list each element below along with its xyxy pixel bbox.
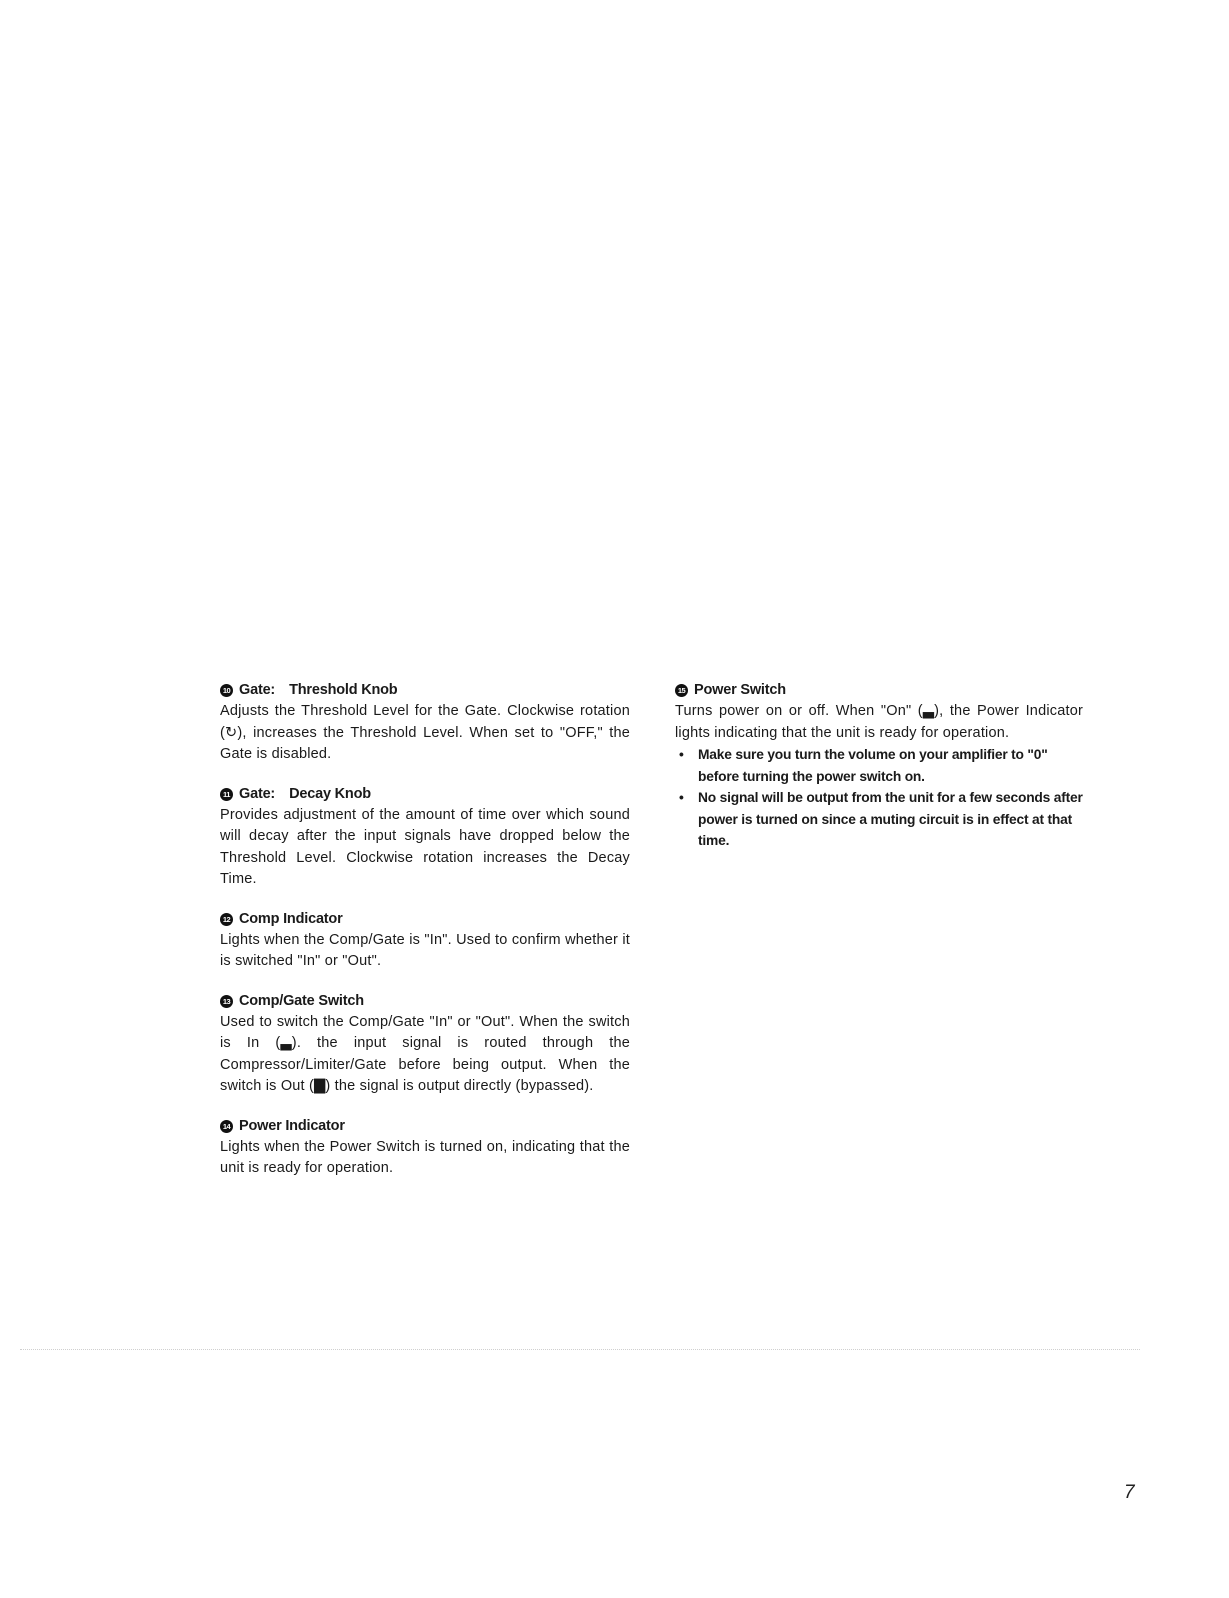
item-number-badge: 15: [675, 684, 688, 697]
caution-notes: [675, 744, 1083, 852]
heading-category: Gate:: [239, 785, 276, 802]
section-heading: [220, 1116, 630, 1137]
section-power-indicator: [220, 1116, 630, 1180]
section-body: Turns power on or off. When "On" (▃), the Power Indicator lights indicating that the unit is ready for operation.: [675, 703, 1083, 741]
caution-note: [675, 787, 1083, 852]
page-number: 7: [1124, 1482, 1135, 1503]
caution-note: [675, 744, 1083, 787]
section-body: Provides adjustment of the amount of time over which sound will decay after the input signals have dropped below the Threshold Level. Clockwise rotation increases the Decay Time.: [220, 806, 630, 887]
section-heading: [220, 784, 630, 805]
section-heading: [220, 680, 630, 701]
section-comp-gate-switch: [220, 991, 630, 1098]
heading-title: Decay Knob: [289, 785, 371, 802]
section-heading: [220, 991, 630, 1012]
item-number-badge: 12: [220, 913, 233, 926]
scan-artifact-divider: [20, 1349, 1140, 1350]
section-heading: [675, 680, 1083, 701]
bullet-icon: •: [679, 747, 684, 762]
item-number-badge: 11: [220, 788, 233, 801]
heading-category: Gate:: [239, 682, 276, 698]
section-comp-indicator: [220, 909, 630, 973]
item-number-badge: 14: [220, 1120, 233, 1133]
heading-title: Power Indicator: [239, 1117, 345, 1134]
section-heading: [220, 909, 630, 930]
heading-title: Power Switch: [694, 682, 786, 698]
section-body: Adjusts the Threshold Level for the Gate. Clockwise rotation (↻), increases the Threshold Level. When set to "OFF," the Gate is disabled.: [220, 703, 630, 762]
heading-title: Comp Indicator: [239, 910, 343, 927]
section-gate-decay-knob: [220, 784, 630, 891]
section-body: Used to switch the Comp/Gate "In" or "Out". When the switch is In (▃). the input signal is routed through the Compressor/Limiter/Gate before being output. When the switch is Out (▇) the signal is output directly (bypassed).: [220, 1013, 630, 1094]
bullet-icon: •: [679, 790, 684, 805]
heading-title: Threshold Knob: [289, 682, 398, 698]
heading-title: Comp/Gate Switch: [239, 992, 364, 1009]
caution-note-text: No signal will be output from the unit for a few seconds after power is turned on since a muting circuit is in effect at that time.: [698, 790, 1083, 848]
section-gate-threshold-knob: [220, 680, 630, 766]
section-body: Lights when the Comp/Gate is "In". Used to confirm whether it is switched "In" or "Out".: [220, 931, 630, 969]
item-number-badge: 13: [220, 995, 233, 1008]
caution-note-text: Make sure you turn the volume on your amplifier to "0" before turning the power switch on.: [698, 747, 1048, 784]
section-body: Lights when the Power Switch is turned on, indicating that the unit is ready for operation.: [220, 1138, 630, 1176]
section-power-switch: [675, 680, 1083, 852]
left-column: [220, 680, 630, 1198]
item-number-badge: 10: [220, 684, 233, 697]
right-column: [675, 680, 1083, 870]
